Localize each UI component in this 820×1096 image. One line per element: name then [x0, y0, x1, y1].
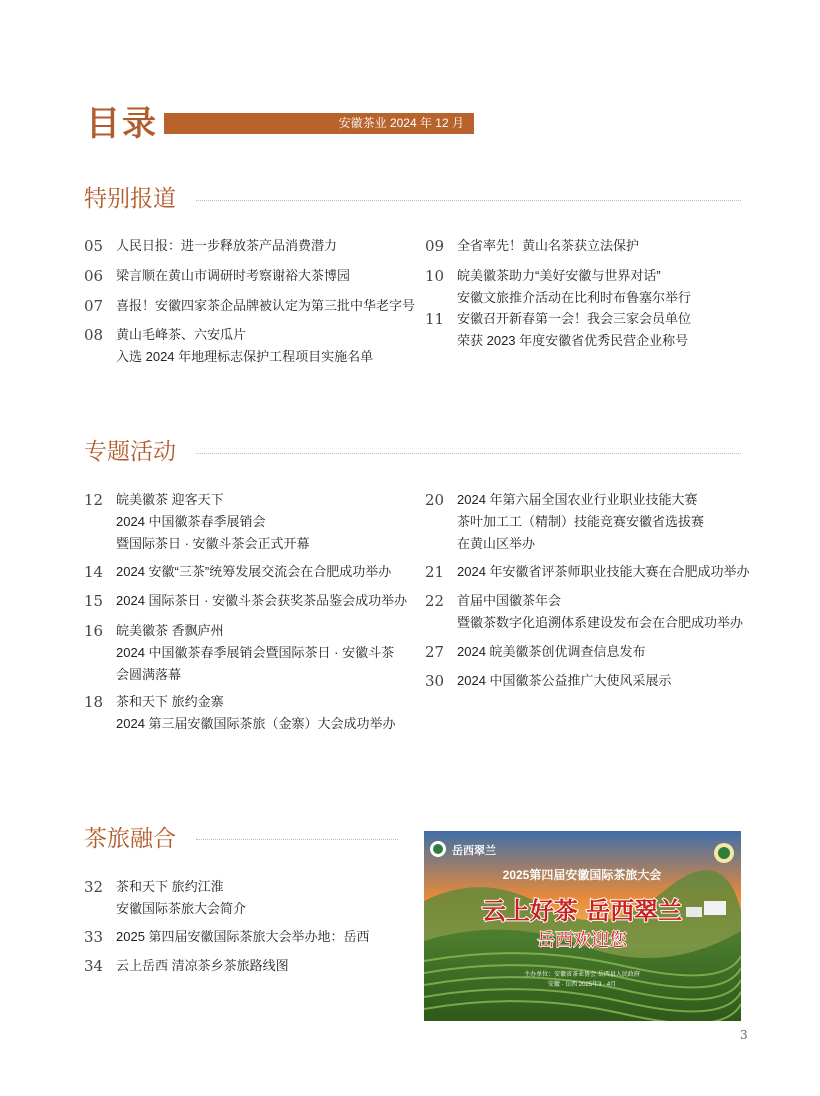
entry-title: 2024 中国徽茶公益推广大使风采展示 [457, 673, 672, 688]
toc-title: 目录 [86, 104, 158, 144]
entry-title: 2024 国际茶日 · 安徽斗茶会获奖茶品鉴会成功举办 [116, 593, 408, 608]
entry-subtitle: 在黄山区举办 [457, 536, 536, 551]
toc-entry[interactable] [425, 265, 691, 309]
entry-title: 全省率先！黄山名茶获立法保护 [457, 238, 640, 253]
toc-entry[interactable] [84, 295, 415, 317]
toc-entry[interactable] [425, 670, 672, 692]
toc-entry[interactable] [425, 590, 743, 634]
page-ref: 30 [425, 672, 445, 690]
poster-place-date: 安徽 · 岳西 2025年3 · 4月 [547, 982, 617, 988]
entry-title: 2024 安徽“三茶”统筹发展交流会在合肥成功举办 [116, 564, 392, 579]
page-ref: 16 [84, 622, 104, 640]
tea-tourism-poster [424, 831, 741, 1021]
entry-subtitle: 2024 中国徽茶春季展销会 [116, 514, 266, 529]
toc-entry[interactable] [84, 324, 373, 368]
entry-title: 皖美徽茶 香飘庐州 [116, 623, 224, 638]
poster-brand: 岳西翠兰 [452, 844, 496, 857]
poster-organizer: 主办单位：安徽省茶业协会 岳西县人民政府 [524, 972, 640, 978]
section-heading-tourism: 茶旅融合 [84, 826, 176, 852]
page-ref: 14 [84, 563, 104, 581]
entry-title: 茶和天下 旅约江淮 [116, 879, 224, 894]
toc-entry[interactable] [425, 561, 750, 583]
entry-title: 安徽召开新春第一会！我会三家会员单位 [457, 311, 692, 326]
page-ref: 32 [84, 878, 104, 896]
toc-entry[interactable] [84, 235, 337, 257]
page-ref: 18 [84, 693, 104, 711]
toc-entry[interactable] [84, 590, 407, 612]
poster-welcome: 岳西欢迎您 [537, 930, 627, 951]
poster-slogan: 云上好茶 岳西翠兰 [481, 897, 683, 925]
entry-title: 黄山毛峰茶、六安瓜片 [116, 327, 247, 342]
page-ref: 27 [425, 643, 445, 661]
toc-entry[interactable] [425, 489, 704, 555]
entry-subtitle: 安徽文旅推介活动在比利时布鲁塞尔举行 [457, 290, 692, 305]
entry-title: 皖美徽茶 迎客天下 [116, 492, 224, 507]
page-ref: 11 [425, 310, 445, 328]
toc-entry[interactable] [84, 955, 289, 977]
entry-subtitle: 茶叶加工工（精制）技能竞赛安徽省选拔赛 [457, 514, 705, 529]
page-ref: 21 [425, 563, 445, 581]
toc-entry[interactable] [84, 876, 246, 920]
toc-entry[interactable] [425, 641, 646, 663]
page-ref: 34 [84, 957, 104, 975]
entry-title: 2024 皖美徽茶创优调查信息发布 [457, 644, 646, 659]
toc-entry[interactable] [84, 561, 391, 583]
page-ref: 20 [425, 491, 445, 509]
page-ref: 22 [425, 592, 445, 610]
entry-title: 首届中国徽茶年会 [457, 593, 562, 608]
page-ref: 12 [84, 491, 104, 509]
page-ref: 15 [84, 592, 104, 610]
entry-subtitle: 暨国际茶日 · 安徽斗茶会正式开幕 [116, 536, 310, 551]
entry-subtitle: 入选 2024 年地理标志保护工程项目实施名单 [116, 349, 374, 364]
page-ref: 09 [425, 237, 445, 255]
page-ref: 05 [84, 237, 104, 255]
entry-subtitle: 安徽国际茶旅大会简介 [116, 901, 247, 916]
entry-subtitle: 会圆满落幕 [116, 667, 182, 682]
toc-entry[interactable] [84, 691, 396, 735]
entry-title: 云上岳西 清凉茶乡茶旅路线图 [116, 958, 289, 973]
section-divider [196, 200, 741, 201]
entry-title: 2024 年安徽省评茶师职业技能大赛在合肥成功举办 [457, 564, 750, 579]
page-ref: 10 [425, 267, 445, 285]
entry-subtitle: 2024 第三届安徽国际茶旅（金寨）大会成功举办 [116, 716, 396, 731]
toc-entry[interactable] [425, 308, 691, 352]
page-ref: 33 [84, 928, 104, 946]
entry-title: 喜报！安徽四家茶企品牌被认定为第三批中华老字号 [116, 298, 416, 313]
page-ref: 08 [84, 326, 104, 344]
entry-subtitle: 荣获 2023 年度安徽省优秀民营企业称号 [457, 333, 689, 348]
issue-bar: 安徽茶业 2024 年 12 月 [164, 113, 474, 134]
poster-headline: 2025第四届安徽国际茶旅大会 [502, 868, 662, 882]
toc-entry[interactable] [84, 489, 310, 555]
entry-subtitle: 暨徽茶数字化追溯体系建设发布会在合肥成功举办 [457, 615, 744, 630]
entry-title: 茶和天下 旅约金寨 [116, 694, 224, 709]
entry-subtitle: 2024 中国徽茶春季展销会暨国际茶日 · 安徽斗茶 [116, 645, 395, 660]
toc-entry[interactable] [425, 235, 639, 257]
toc-entry[interactable] [84, 265, 350, 287]
entry-title: 人民日报：进一步释放茶产品消费潜力 [116, 238, 338, 253]
page-ref: 06 [84, 267, 104, 285]
section-divider [196, 453, 741, 454]
section-heading-topics: 专题活动 [84, 439, 176, 465]
entry-title: 2025 第四届安徽国际茶旅大会举办地：岳西 [116, 929, 370, 944]
section-heading-special: 特别报道 [84, 186, 176, 212]
section-divider [196, 839, 398, 840]
page-number: 3 [740, 1028, 748, 1042]
toc-entry[interactable] [84, 926, 370, 948]
entry-title: 皖美徽茶助力“美好安徽与世界对话” [457, 268, 661, 283]
entry-title: 梁言顺在黄山市调研时考察谢裕大茶博园 [116, 268, 351, 283]
page-ref: 07 [84, 297, 104, 315]
toc-entry[interactable] [84, 620, 394, 686]
entry-title: 2024 年第六届全国农业行业职业技能大赛 [457, 492, 698, 507]
